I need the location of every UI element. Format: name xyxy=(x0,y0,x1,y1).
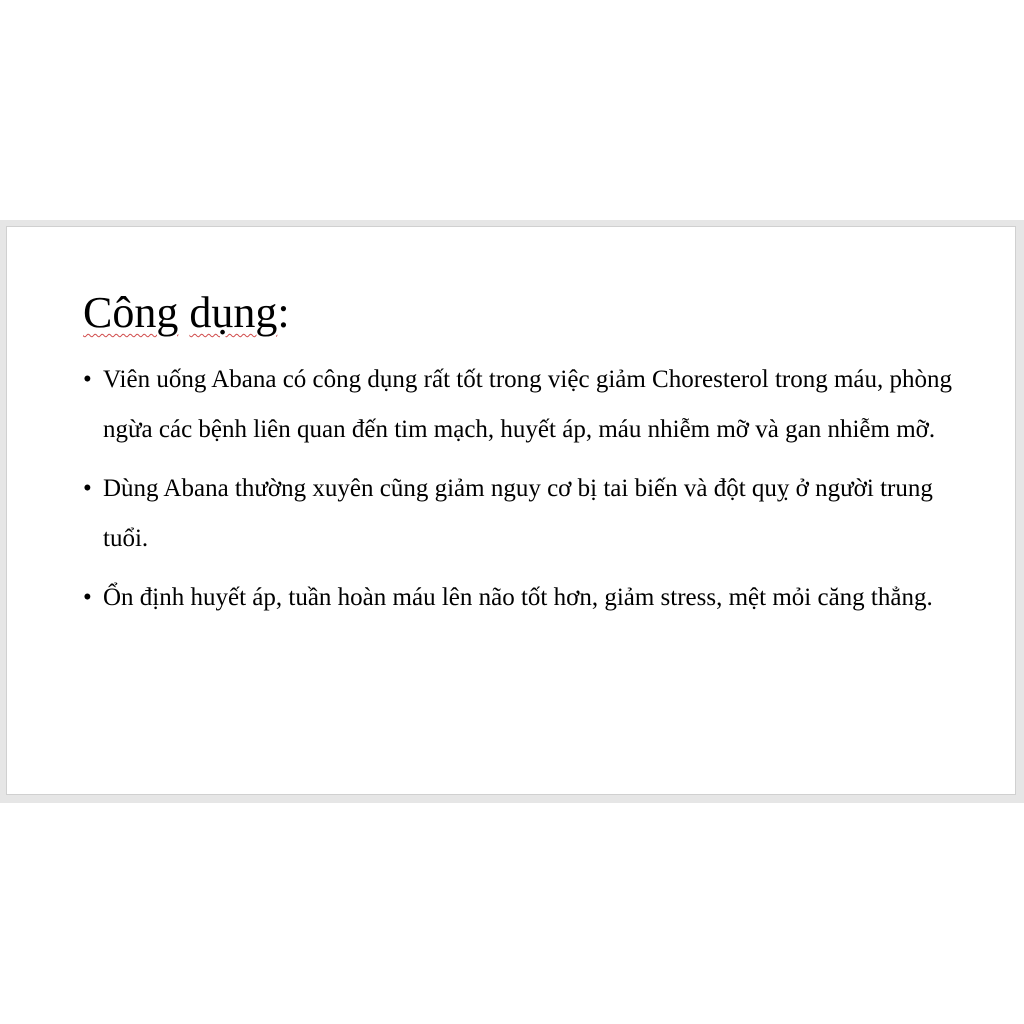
bullet-text: Viên uống Abana có công dụng rất tốt trong việc giảm Choresterol trong máu, phòng ngừa các bệnh liên quan đến tim mạch, huyết áp, máu nhiễm mỡ và gan nhiễm mỡ. xyxy=(103,366,953,443)
bullet-text: Dùng Abana thường xuyên cũng giảm nguy cơ bị tai biến và đột quỵ ở người trung tuổi. xyxy=(103,475,933,552)
bullet-item[interactable] xyxy=(83,573,963,623)
bullet-text: Ổn định huyết áp, tuần hoàn máu lên não tốt hơn, giảm stress, mệt mỏi căng thẳng. xyxy=(103,584,933,611)
bullet-item[interactable] xyxy=(83,355,963,454)
slide-title[interactable] xyxy=(83,283,290,343)
bullet-marker: • xyxy=(83,584,92,611)
bullet-marker: • xyxy=(83,366,92,393)
title-colon: : xyxy=(277,288,290,337)
bullet-list[interactable] xyxy=(83,355,963,633)
bullet-marker: • xyxy=(83,475,92,502)
title-word-1: Công xyxy=(83,288,179,337)
bullet-item[interactable] xyxy=(83,464,963,563)
slide-canvas[interactable] xyxy=(6,226,1016,795)
title-word-2: dụng xyxy=(189,288,278,337)
